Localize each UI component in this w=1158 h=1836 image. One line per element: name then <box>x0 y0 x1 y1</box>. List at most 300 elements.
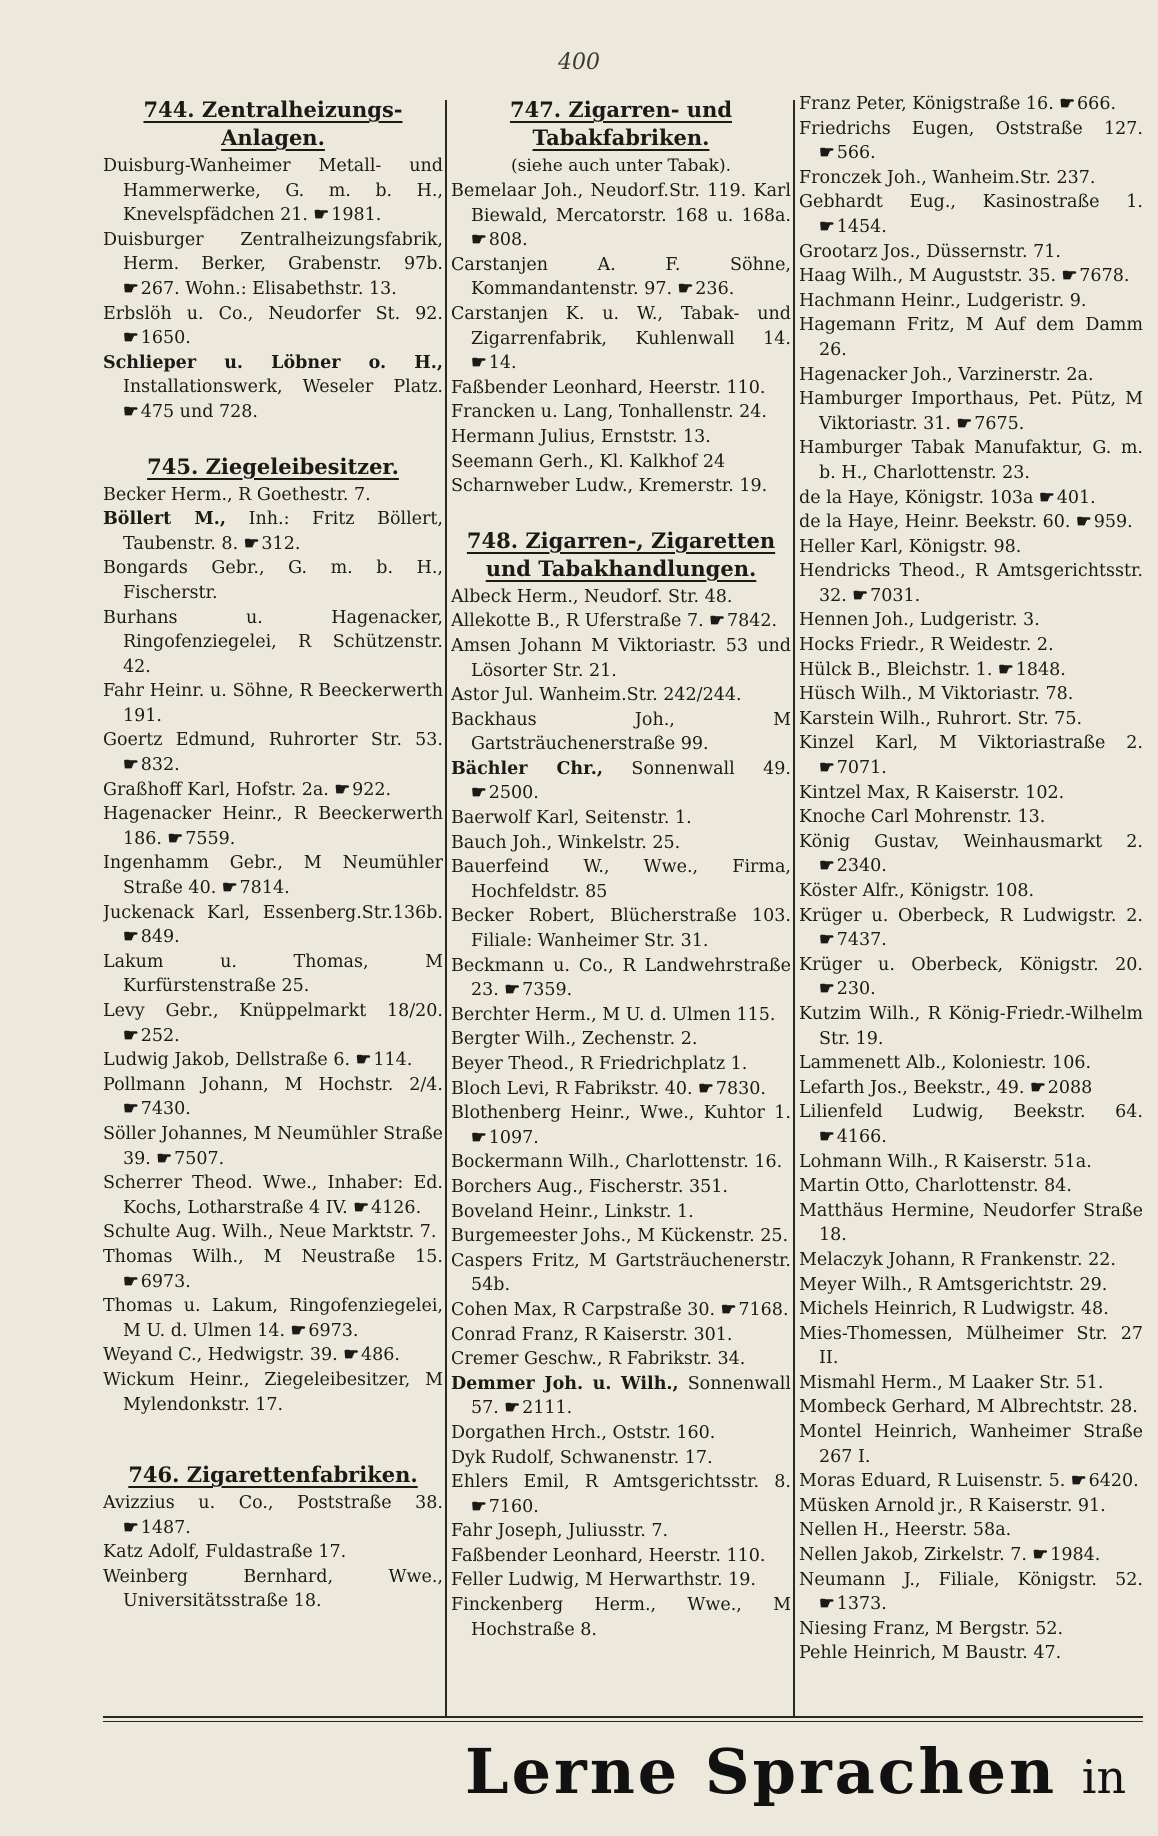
section-heading <box>103 453 443 481</box>
section-heading <box>451 96 791 152</box>
phone-number <box>123 1272 191 1292</box>
directory-entry <box>799 510 1143 535</box>
phone-number <box>314 205 382 225</box>
phone-number-value: 4126. <box>371 1197 422 1218</box>
directory-entry <box>799 92 1143 117</box>
directory-entry <box>451 1224 791 1249</box>
directory-entry <box>451 1323 791 1348</box>
directory-entry <box>451 450 791 475</box>
directory-entry <box>451 1200 791 1225</box>
entry-text: Graßhoff Karl, Hofstr. 2a. <box>103 779 329 800</box>
directory-entry <box>451 831 791 856</box>
phone-number <box>123 755 180 775</box>
column-3 <box>799 92 1143 1716</box>
directory-entry <box>451 400 791 425</box>
pointing-hand-icon: ☛ <box>1061 266 1077 287</box>
entry-text: Sonnenwall 49. <box>631 758 791 779</box>
section-heading <box>451 527 791 583</box>
section-heading-text: 744. Zentralheizungs-Anlagen. <box>143 97 403 150</box>
directory-entry <box>451 253 791 302</box>
directory-entry <box>103 1171 443 1220</box>
directory-entry <box>799 1420 1143 1469</box>
directory-entry <box>451 585 791 610</box>
directory-entry <box>799 486 1143 511</box>
directory-entry <box>799 1568 1143 1617</box>
directory-entry <box>103 1073 443 1122</box>
entry-text: Becker Robert, Blücherstraße 103. Filiale: Wanheimer Str. 31. <box>451 906 791 952</box>
phone-number <box>123 927 180 947</box>
entry-text: Fahr Joseph, Juliusstr. 7. <box>451 1521 669 1542</box>
pointing-hand-icon: ☛ <box>997 659 1013 680</box>
directory-entry <box>103 1540 443 1565</box>
entry-text: Grootarz Jos., Düssernstr. 71. <box>799 241 1061 262</box>
entry-text: Kintzel Max, R Kaiserstr. 102. <box>799 782 1065 803</box>
directory-entry <box>103 851 443 900</box>
entry-text: Lilienfeld Ludwig, Beekstr. 64. <box>799 1102 1143 1123</box>
entry-text: Lohmann Wilh., R Kaiserstr. 51a. <box>799 1151 1092 1172</box>
entry-text: Pehle Heinrich, M Baustr. 47. <box>799 1643 1062 1664</box>
directory-entry <box>799 953 1143 1002</box>
section-heading-text: 745. Ziegeleibesitzer. <box>147 453 399 479</box>
entry-text: Hachmann Heinr., Ludgeristr. 9. <box>799 290 1087 311</box>
pointing-hand-icon: ☛ <box>156 1148 172 1169</box>
entry-text: Söller Johannes, M Neumühler Straße 39. <box>103 1123 443 1169</box>
phone-number-value: 267. <box>140 278 180 299</box>
entry-text: Scharnweber Ludw., Kremerstr. 19. <box>451 476 768 497</box>
pointing-hand-icon: ☛ <box>1059 94 1075 114</box>
directory-entry <box>103 679 443 728</box>
phone-number <box>721 1300 789 1320</box>
pointing-hand-icon: ☛ <box>243 533 259 554</box>
directory-entry <box>799 1395 1143 1420</box>
entry-text: Bongards Gebr., G. m. b. H., Fischerstr. <box>103 558 443 603</box>
phone-number <box>819 856 887 876</box>
pointing-hand-icon: ☛ <box>504 1398 520 1419</box>
entry-text: Wickum Heinr., Ziegeleibesitzer, M Mylendonkstr. 17. <box>103 1369 443 1415</box>
entry-text: Thomas Wilh., M Neustraße 15. <box>103 1246 443 1267</box>
directory-entry <box>451 954 791 1003</box>
directory-entry <box>103 556 443 605</box>
pointing-hand-icon: ☛ <box>819 979 834 1000</box>
directory-entry <box>103 507 443 556</box>
phone-number <box>123 328 191 348</box>
directory-entry <box>799 387 1143 436</box>
phone-number-value: 4166. <box>836 1126 887 1147</box>
entry-text: Hocks Friedr., R Weidestr. 2. <box>799 635 1054 656</box>
directory-entry <box>451 1421 791 1446</box>
pointing-hand-icon: ☛ <box>819 1126 834 1147</box>
section-heading <box>103 1461 443 1489</box>
entry-text: Müsken Arnold jr., R Kaiserstr. 91. <box>799 1495 1106 1516</box>
directory-entry <box>103 728 443 777</box>
phone-number <box>123 1518 191 1538</box>
entry-text: Cremer Geschw., R Fabrikstr. 34. <box>451 1349 746 1370</box>
phone-number <box>123 1099 191 1119</box>
entry-text: Katz Adolf, Fuldastraße 17. <box>103 1542 347 1563</box>
phone-number <box>471 1497 539 1517</box>
entry-text: Borchers Aug., Fischerstr. 351. <box>451 1176 728 1197</box>
entry-text: Blothenberg Heinr., Wwe., Kuhtor 1. <box>451 1103 791 1124</box>
bottom-rule-thin <box>103 1721 1143 1722</box>
directory-entry <box>103 483 443 508</box>
phone-number-value: 7071. <box>836 758 887 779</box>
pointing-hand-icon: ☛ <box>819 1594 834 1615</box>
directory-entry <box>799 1494 1143 1519</box>
entry-text: Beyer Theod., R Friedrichplatz 1. <box>451 1054 748 1074</box>
advert-tail-text: in <box>1081 1750 1127 1804</box>
directory-entry <box>799 682 1143 707</box>
column-divider <box>793 100 795 1716</box>
directory-columns <box>103 92 1143 1716</box>
directory-entry <box>799 830 1143 879</box>
entry-text: Goertz Edmund, Ruhrorter Str. 53. <box>103 730 443 751</box>
pointing-hand-icon: ☛ <box>1038 487 1054 508</box>
pointing-hand-icon: ☛ <box>471 1127 486 1148</box>
directory-entry <box>451 1003 791 1028</box>
entry-text: Caspers Fritz, M Gartsträuchenerstr. 54b. <box>451 1250 791 1296</box>
phone-number-value: 7675. <box>974 413 1025 434</box>
phone-number <box>471 1128 539 1148</box>
directory-entry <box>451 904 791 953</box>
pointing-hand-icon: ☛ <box>677 279 693 300</box>
pointing-hand-icon: ☛ <box>709 611 724 632</box>
phone-number-value: 922. <box>352 779 392 800</box>
phone-number <box>353 1198 421 1218</box>
entry-text: Beckmann u. Co., R Landwehrstraße 23. <box>451 955 791 1001</box>
directory-entry <box>799 117 1143 166</box>
entry-text: Bauerfeind W., Wwe., Firma, Hochfeldstr. 85 <box>451 857 791 902</box>
phone-number-value: 114. <box>373 1050 413 1071</box>
phone-number-value: 7160. <box>488 1496 539 1517</box>
directory-entry <box>799 1297 1143 1322</box>
phone-number-value: 1454. <box>836 216 887 237</box>
phone-number-value: 832. <box>140 755 180 776</box>
entry-text: Krüger u. Oberbeck, Königstr. 20. <box>799 954 1143 975</box>
entry-text: Fahr Heinr. u. Söhne, R Beeckerwerth 191. <box>103 681 443 726</box>
pointing-hand-icon: ☛ <box>334 779 350 800</box>
directory-entry <box>451 1347 791 1372</box>
entry-text: de la Haye, Königstr. 103a <box>799 487 1034 508</box>
advert-main-text: Lerne Sprachen <box>465 1735 1058 1808</box>
directory-entry <box>799 1518 1143 1543</box>
entry-text: Gebhardt Eug., Kasinostraße 1. <box>799 192 1143 213</box>
directory-entry <box>451 1519 791 1544</box>
entry-text: Thomas u. Lakum, Ringofenziegelei, M U. d. Ulmen 14. <box>103 1296 443 1341</box>
phone-number <box>1059 94 1116 114</box>
entry-name-bold: Bächler Chr., <box>451 758 603 779</box>
entry-text: Boveland Heinr., Linkstr. 1. <box>451 1201 694 1222</box>
entry-text: Michels Heinrich, R Ludwigstr. 48. <box>799 1299 1109 1320</box>
directory-entry <box>103 778 443 803</box>
entry-text: Dorgathen Hrch., Oststr. 160. <box>451 1422 716 1443</box>
phone-number-value: 236. <box>695 279 735 300</box>
directory-entry <box>799 1641 1143 1666</box>
entry-text: Francken u. Lang, Tonhallenstr. 24. <box>451 402 767 423</box>
phone-number <box>819 979 876 999</box>
phone-number <box>852 586 920 606</box>
column-1 <box>103 92 443 1716</box>
pointing-hand-icon: ☛ <box>1070 1471 1086 1492</box>
directory-entry <box>799 1051 1143 1076</box>
entry-text: Bauch Joh., Winkelstr. 25. <box>451 832 681 853</box>
phone-number-value: 252. <box>140 1025 180 1046</box>
entry-name-bold: Demmer Joh. u. Wilh., <box>451 1373 679 1394</box>
pointing-hand-icon: ☛ <box>1030 1077 1045 1098</box>
directory-entry <box>799 1199 1143 1248</box>
entry-text: Weyand C., Hedwigstr. 39. <box>103 1345 338 1366</box>
directory-entry <box>799 658 1143 683</box>
entry-text: Hendricks Theod., R Amtsgerichtsstr. 32. <box>799 561 1143 606</box>
phone-number <box>123 1026 180 1046</box>
phone-number <box>998 660 1066 680</box>
entry-text: Sonnenwall 57. <box>471 1373 791 1419</box>
directory-entry <box>799 1273 1143 1298</box>
pointing-hand-icon: ☛ <box>471 1496 486 1517</box>
pointing-hand-icon: ☛ <box>819 216 834 237</box>
phone-number-value: 7430. <box>140 1099 191 1120</box>
phone-number-value: 1650. <box>140 328 191 349</box>
phone-number-value: 959. <box>1093 512 1133 533</box>
phone-number-value: 6420. <box>1088 1471 1139 1492</box>
directory-entry <box>451 302 791 376</box>
directory-entry <box>799 1076 1143 1101</box>
entry-text: Martin Otto, Charlottenstr. 84. <box>799 1176 1072 1197</box>
phone-number <box>471 353 517 373</box>
directory-entry <box>799 166 1143 191</box>
pointing-hand-icon: ☛ <box>123 278 138 299</box>
entry-text: Kutzim Wilh., R König-Friedr.-Wilhelm Str. 19. <box>799 1003 1143 1049</box>
entry-text: Lefarth Jos., Beekstr., 49. <box>799 1077 1025 1098</box>
entry-text: Carstanjen A. F. Söhne, Kommandantenstr. 97. <box>451 254 791 300</box>
directory-entry <box>799 633 1143 658</box>
entry-text: Niesing Franz, M Bergstr. 52. <box>799 1618 1064 1639</box>
phone-number <box>1062 266 1130 286</box>
entry-text: Burgemeester Johs., M Kückenstr. 25. <box>451 1226 789 1247</box>
pointing-hand-icon: ☛ <box>819 143 834 164</box>
pointing-hand-icon: ☛ <box>819 856 834 877</box>
phone-number-value: 849. <box>140 927 180 948</box>
directory-entry <box>799 436 1143 485</box>
directory-entry <box>799 608 1143 633</box>
entry-text: Baerwolf Karl, Seitenstr. 1. <box>451 808 692 829</box>
entry-text: Mies-Thomessen, Mülheimer Str. 27 II. <box>799 1323 1143 1369</box>
entry-text: Moras Eduard, R Luisenstr. 5. <box>799 1471 1066 1492</box>
phone-number <box>156 1149 224 1169</box>
entry-text: Hermann Julius, Ernststr. 13. <box>451 426 711 447</box>
pointing-hand-icon: ☛ <box>123 1099 138 1120</box>
phone-number <box>1071 1471 1139 1491</box>
entry-text: Conrad Franz, R Kaiserstr. 301. <box>451 1324 733 1345</box>
pointing-hand-icon: ☛ <box>343 1345 359 1366</box>
pointing-hand-icon: ☛ <box>123 1517 138 1538</box>
directory-entry <box>103 901 443 950</box>
directory-entry <box>799 731 1143 780</box>
column-2 <box>451 92 791 1716</box>
entry-text: Faßbender Leonhard, Heerstr. 110. <box>451 377 766 398</box>
phone-number <box>504 980 572 1000</box>
entry-text: Bloch Levi, R Fabrikstr. 40. <box>451 1078 693 1099</box>
entry-name-bold: Böllert M., <box>103 509 226 530</box>
entry-text: Matthäus Hermine, Neudorfer Straße 18. <box>799 1200 1143 1246</box>
section-heading-text: 747. Zigarren- und Tabakfabriken. <box>509 97 733 150</box>
directory-entry <box>103 802 443 851</box>
directory-entry <box>103 950 443 999</box>
directory-entry <box>451 1372 791 1421</box>
entry-text: Seemann Gerh., Kl. Kalkhof 24 <box>451 451 726 472</box>
entry-text: Ludwig Jakob, Dellstraße 6. <box>103 1050 351 1071</box>
phone-number-value: 6973. <box>308 1320 359 1341</box>
phone-number-value: 7830. <box>715 1078 766 1099</box>
directory-entry <box>451 1027 791 1052</box>
phone-number <box>504 1398 572 1418</box>
phone-number-value: 230. <box>836 979 876 1000</box>
directory-entry <box>451 1249 791 1298</box>
pointing-hand-icon: ☛ <box>471 783 486 804</box>
entry-text: Ingenhamm Gebr., M Neumühler Straße 40. <box>103 853 443 899</box>
entry-text: Juckenack Karl, Essenberg.Str.136b. <box>103 902 443 923</box>
section-note: (siehe auch unter Tabak). <box>510 156 732 176</box>
phone-number-value: 1097. <box>488 1127 539 1148</box>
phone-number-value: 566. <box>836 143 876 164</box>
directory-entry <box>451 634 791 683</box>
pointing-hand-icon: ☛ <box>123 1025 138 1046</box>
phone-number-value: 7507. <box>174 1148 225 1169</box>
directory-entry <box>451 425 791 450</box>
pointing-hand-icon: ☛ <box>123 401 138 422</box>
entry-text: Pollmann Johann, M Hochstr. 2/4. <box>103 1074 443 1095</box>
directory-entry <box>451 609 791 634</box>
column-divider <box>445 100 447 1716</box>
entry-text: Scherrer Theod. Wwe., Inhaber: Ed. Kochs, Lotharstraße 4 IV. <box>103 1173 443 1218</box>
entry-text: Krüger u. Oberbeck, R Ludwigstr. 2. <box>799 905 1143 926</box>
section-gap <box>103 425 443 449</box>
directory-entry <box>451 179 791 253</box>
phone-number-value: 666. <box>1077 94 1117 114</box>
phone-number <box>471 783 539 803</box>
directory-entry <box>799 1174 1143 1199</box>
entry-text: Cohen Max, R Carpstraße 30. <box>451 1299 716 1320</box>
phone-number-value: 6973. <box>140 1271 191 1292</box>
entry-text: Duisburg-Wanheimer Metall- und Hammerwerke, G. m. b. H., Knevelspfädchen 21. <box>103 156 443 226</box>
directory-entry <box>451 855 791 904</box>
directory-entry <box>799 1322 1143 1371</box>
directory-entry <box>799 1371 1143 1396</box>
entry-text: Faßbender Leonhard, Heerstr. 110. <box>451 1545 766 1566</box>
entry-text: Haag Wilh., M Auguststr. 35. <box>799 266 1057 287</box>
entry-text: Karstein Wilh., Ruhrort. Str. 75. <box>799 708 1083 729</box>
entry-text: Inh.: Fritz Böllert, Taubenstr. 8. <box>123 509 443 554</box>
phone-number <box>819 1127 887 1147</box>
entry-text: Knoche Carl Mohrenstr. 13. <box>799 807 1046 828</box>
phone-number <box>957 414 1025 434</box>
directory-entry <box>799 805 1143 830</box>
directory-entry <box>103 1220 443 1245</box>
page-number: 400 <box>558 50 600 75</box>
phone-number <box>123 402 258 422</box>
phone-number-value: 808. <box>488 230 528 251</box>
entry-text: Melaczyk Johann, R Frankenstr. 22. <box>799 1249 1116 1270</box>
phone-number <box>356 1050 413 1070</box>
pointing-hand-icon: ☛ <box>471 353 486 374</box>
pointing-hand-icon: ☛ <box>353 1197 369 1218</box>
pointing-hand-icon: ☛ <box>167 828 183 849</box>
directory-entry <box>451 1175 791 1200</box>
entry-text: Hamburger Tabak Manufaktur, G. m. b. H., Charlottenstr. 23. <box>799 438 1143 483</box>
directory-entry <box>799 904 1143 953</box>
phone-number-value: 7842. <box>726 611 778 632</box>
entry-text: Heller Karl, Königstr. 98. <box>799 536 1022 557</box>
pointing-hand-icon: ☛ <box>956 413 972 434</box>
directory-entry <box>799 363 1143 388</box>
pointing-hand-icon: ☛ <box>720 1299 736 1320</box>
entry-text: Albeck Herm., Neudorf. Str. 48. <box>451 586 733 607</box>
entry-text: Finckenberg Herm., Wwe., M Hochstraße 8. <box>451 1595 791 1640</box>
directory-entry <box>799 289 1143 314</box>
entry-text: Hamburger Importhaus, Pet. Pütz, M Viktoriastr. 31. <box>799 389 1143 434</box>
entry-text: Burhans u. Hagenacker, Ringofenziegelei, R Schützenstr. 42. <box>103 607 443 677</box>
entry-text: Allekotte B., R Uferstraße 7. <box>451 611 704 632</box>
directory-entry <box>451 1470 791 1519</box>
phone-number-value: 7031. <box>870 585 921 606</box>
phone-number-value: 7678. <box>1079 266 1130 287</box>
phone-number-value: 475 und 728. <box>140 401 258 422</box>
entry-text: Amsen Johann M Viktoriastr. 53 und Lösorter Str. 21. <box>451 635 791 681</box>
directory-entry <box>799 781 1143 806</box>
directory-entry <box>451 1568 791 1593</box>
phone-number-value: 7168. <box>738 1299 789 1320</box>
section-gap <box>451 499 791 523</box>
entry-text: Fronczek Joh., Wanheim.Str. 237. <box>799 167 1096 188</box>
directory-entry <box>103 999 443 1048</box>
phone-number <box>343 1345 400 1365</box>
directory-entry <box>451 376 791 401</box>
directory-entry <box>799 535 1143 560</box>
phone-number-value: 486. <box>361 1345 400 1366</box>
section-heading-text: 748. Zigarren-, Zigaretten und Tabakhandlungen. <box>466 527 776 581</box>
phone-number <box>678 279 735 299</box>
phone-number-value: 2340. <box>836 856 887 877</box>
phone-number <box>168 829 236 849</box>
phone-number-value: 7359. <box>522 980 573 1001</box>
entry-text: Bockermann Wilh., Charlottenstr. 16. <box>451 1152 783 1173</box>
entry-text: Meyer Wilh., R Amtsgerichtstr. 29. <box>799 1274 1108 1295</box>
directory-entry <box>103 606 443 680</box>
phone-number <box>1030 1078 1092 1098</box>
entry-extra-text: Wohn.: Elisabethstr. 13. <box>185 278 397 299</box>
entry-text: Berchter Herm., M U. d. Ulmen 115. <box>451 1004 776 1025</box>
section-heading <box>103 96 443 152</box>
entry-text: Montel Heinrich, Wanheimer Straße 267 I. <box>799 1422 1143 1467</box>
entry-name-bold: Schlieper u. Löbner o. H., <box>103 352 443 373</box>
pointing-hand-icon: ☛ <box>471 230 486 251</box>
phone-number-value: 2500. <box>488 783 539 804</box>
phone-number <box>471 230 528 250</box>
directory-entry <box>451 474 791 499</box>
phone-number-value: 2088 <box>1047 1077 1093 1098</box>
pointing-hand-icon: ☛ <box>123 927 138 948</box>
entry-text: Hagemann Fritz, M Auf dem Damm 26. <box>799 315 1143 360</box>
entry-text: Mismahl Herm., M Laaker Str. 51. <box>799 1372 1104 1393</box>
phone-number <box>709 611 777 631</box>
entry-text: Hüsch Wilh., M Viktoriastr. 78. <box>799 684 1074 705</box>
phone-number-value: 401. <box>1056 487 1096 508</box>
phone-number-value: 1981. <box>331 205 382 226</box>
entry-text: Weinberg Bernhard, Wwe., Universitätsstraße 18. <box>103 1566 443 1612</box>
entry-text: Installationswerk, Weseler Platz. <box>123 377 443 398</box>
entry-text: Hagenacker Heinr., R Beeckerwerth 186. <box>103 804 443 849</box>
phone-number <box>819 1594 887 1614</box>
phone-number <box>334 780 391 800</box>
